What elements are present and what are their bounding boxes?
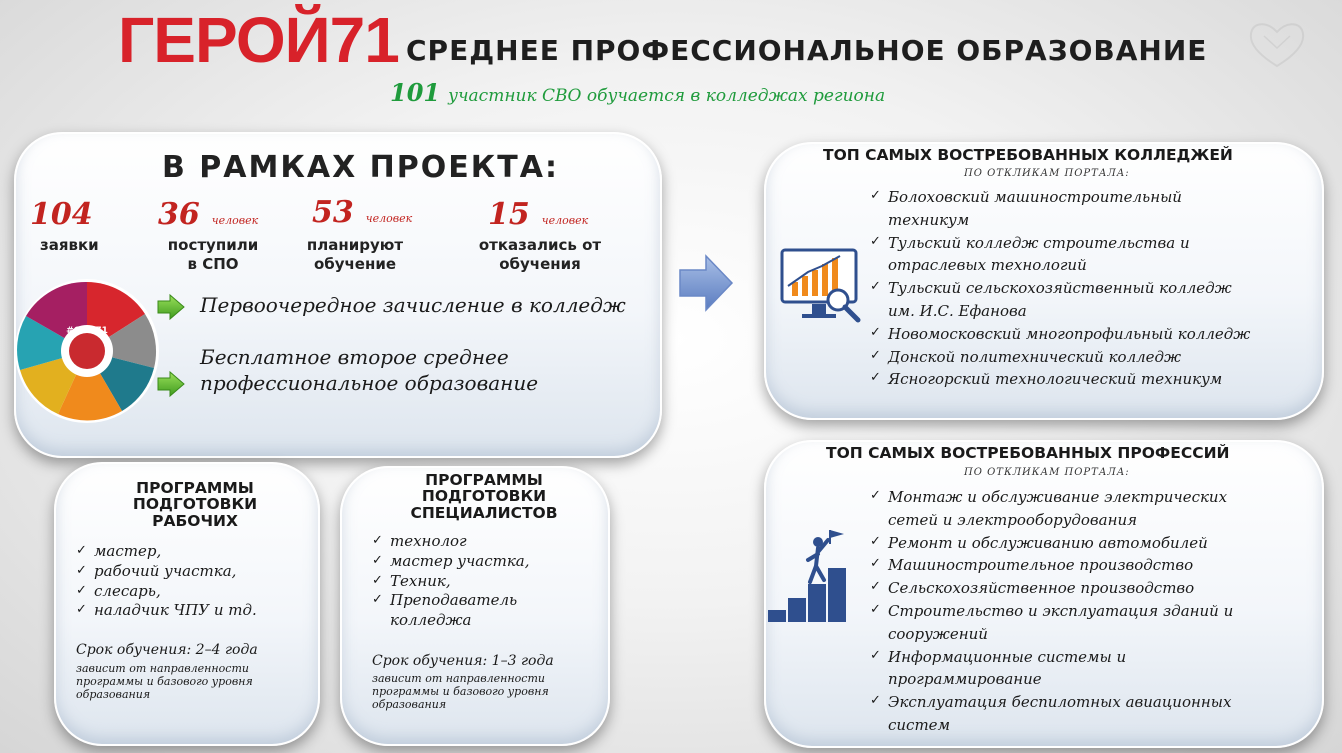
list-item: ✓ Монтаж и обслуживание электрических сетей и электрооборудования <box>870 486 1310 532</box>
stat-planning <box>300 195 440 274</box>
list-item: ✓ Ясногорский технологический техникум <box>870 368 1310 391</box>
participants-count: 101 <box>390 78 441 107</box>
stat-value: 104 <box>30 197 93 232</box>
stat-label-line2: обучения <box>499 254 581 273</box>
stat-enrolled <box>158 197 278 274</box>
list-item: ✓ рабочий участка, <box>76 562 306 582</box>
list-item: ✓ технолог <box>372 532 602 552</box>
career-ladder-icon <box>764 526 864 626</box>
colleges-title: ТОП САМЫХ ВОСТРЕБОВАННЫХ КОЛЛЕДЖЕЙ <box>823 146 1233 164</box>
stat-label: заявки <box>40 236 99 254</box>
list-item: ✓ Тульский сельскохозяйственный колледж им. И.С. Ефанова <box>870 277 1310 323</box>
brand-logo: ГЕРОЙ71 <box>118 4 399 76</box>
wheel-label: #СПО71 <box>66 326 108 336</box>
stat-label-line1: отказались от <box>478 236 602 254</box>
feature-line2: профессиональное образование <box>200 371 539 395</box>
professions-title: ТОП САМЫХ ВОСТРЕБОВАННЫХ ПРОФЕССИЙ <box>826 444 1230 462</box>
feature-line1: Бесплатное второе среднее <box>200 345 509 369</box>
list-item: ✓ Техник, <box>372 572 602 592</box>
workers-program-title: ПРОГРАММЫ ПОДГОТОВКИ РАБОЧИХ <box>132 479 258 530</box>
stat-unit: человек <box>365 212 413 225</box>
emblem-icon <box>1244 18 1310 70</box>
page-subtitle <box>390 78 885 107</box>
feature-free-second-education <box>200 344 538 396</box>
green-arrow-icon <box>156 370 186 398</box>
professions-subtitle: ПО ОТКЛИКАМ ПОРТАЛА: <box>964 467 1130 478</box>
stat-label-line2: обучение <box>313 254 397 273</box>
stat-unit: человек <box>541 214 589 227</box>
colleges-list <box>870 186 1310 391</box>
specialists-program-list <box>372 532 602 631</box>
stat-applications <box>30 197 110 255</box>
colleges-subtitle: ПО ОТКЛИКАМ ПОРТАЛА: <box>964 168 1130 179</box>
list-item: ✓ Ремонт и обслуживанию автомобилей <box>870 532 1310 555</box>
list-item: ✓ мастер, <box>76 542 306 562</box>
list-item: ✓ Донской политехнический колледж <box>870 346 1310 369</box>
list-item: ✓ Информационные системы и программирование <box>870 646 1310 692</box>
stat-value: 53 <box>312 195 354 230</box>
stat-label-line1: поступили <box>167 236 259 254</box>
list-item: ✓ Машиностроительное производство <box>870 554 1310 577</box>
list-item: ✓ Эксплуатация беспилотных авиационных систем <box>870 691 1310 737</box>
professions-list <box>870 486 1310 737</box>
subtitle-text: участник СВО обучается в колледжах региона <box>448 86 886 106</box>
stat-value: 36 <box>158 197 200 232</box>
list-item: ✓ Новомосковский многопрофильный колледж <box>870 323 1310 346</box>
workers-program-term: Срок обучения: 2–4 года <box>76 642 258 658</box>
stat-value: 15 <box>488 197 530 232</box>
monitor-chart-icon <box>778 246 868 328</box>
list-item: ✓ Тульский колледж строительства и отраслевых технологий <box>870 232 1310 278</box>
spo-wheel-graphic <box>14 278 160 424</box>
stat-label-line1: планируют <box>306 236 404 254</box>
list-item: ✓ мастер участка, <box>372 552 602 572</box>
project-title: В РАМКАХ ПРОЕКТА: <box>162 150 559 185</box>
list-item: ✓ Сельскохозяйственное производство <box>870 577 1310 600</box>
specialists-program-note: зависит от направленности программы и базового уровня образования <box>372 672 549 711</box>
list-item: ✓ слесарь, <box>76 582 306 602</box>
green-arrow-icon <box>156 293 186 321</box>
feature-priority-enrollment: Первоочередное зачисление в колледж <box>200 293 626 317</box>
specialists-program-term: Срок обучения: 1–3 года <box>372 653 554 669</box>
stat-refused <box>470 197 630 274</box>
specialists-program-title: ПРОГРАММЫ ПОДГОТОВКИ СПЕЦИАЛИСТОВ <box>410 471 558 522</box>
page-title: СРЕДНЕЕ ПРОФЕССИОНАЛЬНОЕ ОБРАЗОВАНИЕ <box>406 34 1208 67</box>
workers-program-note: зависит от направленности программы и базового уровня образования <box>76 662 253 701</box>
list-item: ✓ Болоховский машиностроительный техникум <box>870 186 1310 232</box>
list-item: ✓ Преподаватель колледжа <box>372 591 602 631</box>
stat-unit: человек <box>211 214 259 227</box>
list-item: ✓ Строительство и эксплуатация зданий и сооружений <box>870 600 1310 646</box>
list-item: ✓ наладчик ЧПУ и тд. <box>76 601 306 621</box>
right-arrow-icon <box>676 252 736 314</box>
stat-label-line2: в СПО <box>187 254 239 273</box>
workers-program-list <box>76 542 306 621</box>
